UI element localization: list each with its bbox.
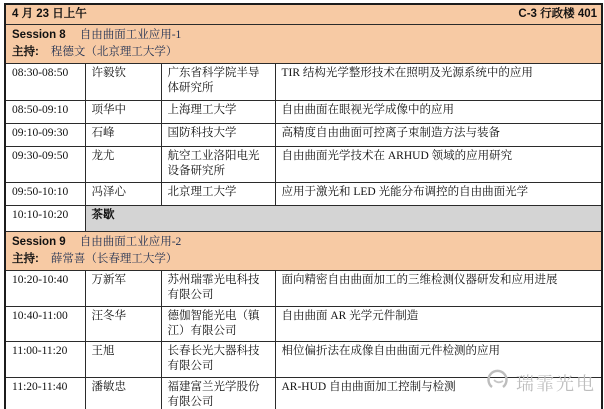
talk-time: 09:30-09:50 (5, 147, 85, 183)
session8-header-row (5, 25, 602, 64)
talk-affiliation: 广东省科学院半导体研究所 (161, 64, 275, 101)
talk-speaker: 龙尤 (85, 147, 161, 183)
date-header-row (5, 4, 602, 25)
talk-speaker: 王旭 (85, 342, 161, 378)
talk-speaker: 冯泽心 (85, 183, 161, 206)
session8-chair-name: 程德文（北京理工大学） (50, 46, 178, 58)
talk-time: 11:00-11:20 (5, 342, 85, 378)
talk-title: 自由曲面 AR 光学元件制造 (275, 307, 602, 342)
session9-chair-label: 主持: (12, 253, 39, 265)
talk-row (5, 147, 602, 183)
talk-speaker: 许毅钦 (85, 64, 161, 101)
break-row (5, 206, 602, 232)
talk-affiliation: 苏州瑞霏光电科技有限公司 (161, 271, 275, 307)
talk-title: 自由曲面在眼视光学成像中的应用 (275, 101, 602, 124)
talk-affiliation: 国防科技大学 (161, 124, 275, 147)
session9-label: Session 9 (12, 236, 66, 248)
talk-affiliation: 德伽智能光电（镇江）有限公司 (161, 307, 275, 342)
talk-affiliation: 上海理工大学 (161, 101, 275, 124)
break-time: 10:10-10:20 (5, 206, 85, 232)
talk-time: 09:10-09:30 (5, 124, 85, 147)
schedule-table (4, 3, 603, 409)
talk-affiliation: 北京理工大学 (161, 183, 275, 206)
break-label: 茶歇 (85, 206, 602, 232)
talk-row (5, 378, 602, 409)
talk-speaker: 石峰 (85, 124, 161, 147)
talk-speaker: 项华中 (85, 101, 161, 124)
session9-title: 自由曲面工业应用-2 (79, 236, 182, 248)
session8-label: Session 8 (12, 29, 66, 41)
talk-time: 09:50-10:10 (5, 183, 85, 206)
watermark-text: 瑞霏光电 (516, 373, 596, 394)
talk-affiliation: 福建富兰光学股份有限公司 (161, 378, 275, 409)
talk-speaker: 万新军 (85, 271, 161, 307)
talk-time: 08:50-09:10 (5, 101, 85, 124)
talk-speaker: 汪冬华 (85, 307, 161, 342)
talk-title: 应用于激光和 LED 光能分布调控的自由曲面光学 (275, 183, 602, 206)
session8-chair-label: 主持: (12, 46, 39, 58)
talk-time: 08:30-08:50 (5, 64, 85, 101)
talk-row (5, 183, 602, 206)
talk-title: 相位偏折法在成像自由曲面元件检测的应用 (275, 342, 602, 378)
talk-affiliation: 航空工业洛阳电光设备研究所 (161, 147, 275, 183)
talk-title: 面向精密自由曲面加工的三维检测仪器研发和应用进展 (275, 271, 602, 307)
session8-title: 自由曲面工业应用-1 (79, 29, 182, 41)
talk-row (5, 307, 602, 342)
talk-title: AR-HUD 自由曲面加工控制与检测 (275, 378, 602, 409)
talk-title: 自由曲面光学技术在 ARHUD 领域的应用研究 (275, 147, 602, 183)
talk-title: 高精度自由曲面可控离子束制造方法与装备 (275, 124, 602, 147)
talk-time: 10:40-11:00 (5, 307, 85, 342)
talk-time: 11:20-11:40 (5, 378, 85, 409)
talk-title: TIR 结构光学整形技术在照明及光源系统中的应用 (275, 64, 602, 101)
session9-chair-name: 薛常喜（长春理工大学） (50, 253, 178, 265)
talk-time: 10:20-10:40 (5, 271, 85, 307)
talk-row (5, 124, 602, 147)
talk-row (5, 101, 602, 124)
talk-row (5, 271, 602, 307)
talk-row (5, 64, 602, 101)
talk-speaker: 潘敏忠 (85, 378, 161, 409)
room-label: C-3 行政楼 401 (518, 8, 598, 20)
talk-affiliation: 长春长光大器科技有限公司 (161, 342, 275, 378)
talk-row (5, 342, 602, 378)
session9-header-row (5, 232, 602, 271)
date-title: 4 月 23 日上午 (12, 8, 87, 20)
